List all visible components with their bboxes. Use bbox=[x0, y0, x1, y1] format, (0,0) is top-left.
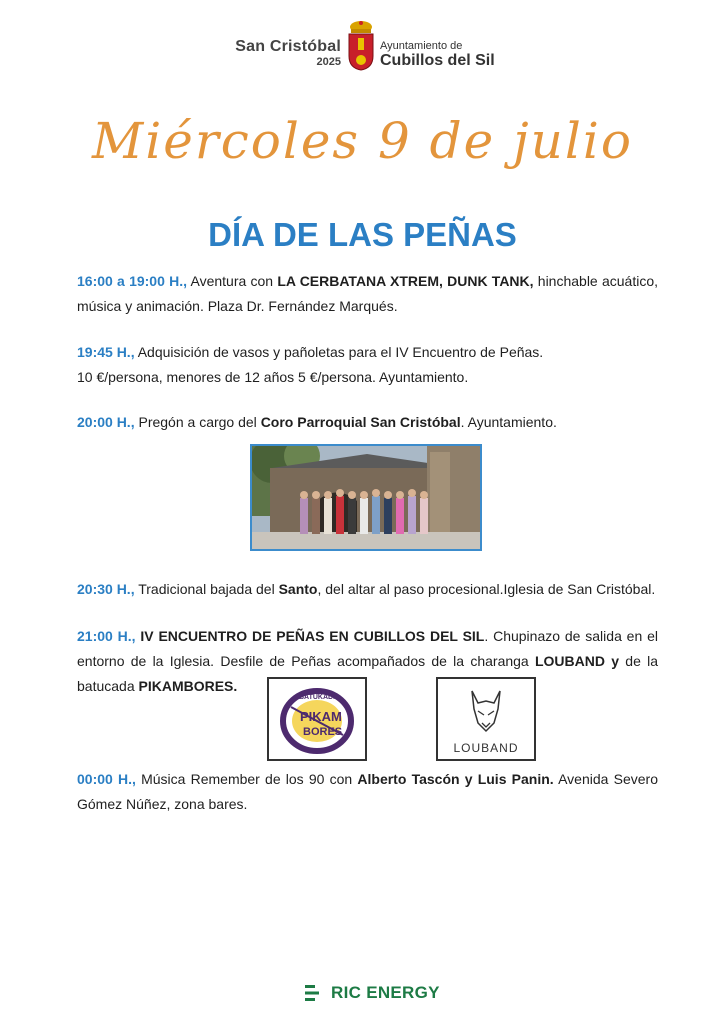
header bbox=[0, 20, 725, 76]
event-text: Música Remember de los 90 con bbox=[135, 771, 358, 787]
event-time: 20:30 H., bbox=[77, 581, 135, 597]
event-text: de la batucada bbox=[77, 653, 659, 694]
council-name: Cubillos del Sil bbox=[380, 52, 495, 69]
event-highlight: PIKAMBORES. bbox=[138, 678, 238, 694]
louband-logo bbox=[436, 677, 536, 761]
ric-energy-logo-icon bbox=[303, 982, 323, 1004]
event-time: 21:00 H., bbox=[77, 628, 136, 644]
event-time: 00:00 H., bbox=[77, 771, 136, 787]
pikambores-logo bbox=[267, 677, 367, 761]
event-highlight: Coro Parroquial San Cristóbal bbox=[260, 414, 461, 430]
sponsor-name: RIC ENERGY bbox=[331, 983, 440, 1002]
pikambores-top-text: BATUKADA bbox=[299, 694, 339, 701]
event-item-4 bbox=[77, 577, 658, 602]
event-branding bbox=[233, 38, 341, 69]
event-text: Avenida Severo Gómez Núñez, zona bares. bbox=[77, 771, 658, 812]
event-text: . Chupinazo de salida en el entorno de la Iglesia. Desfile de Peñas acompañados de la charanga bbox=[77, 628, 658, 669]
event-highlight: LA CERBATANA XTREM, DUNK TANK, bbox=[277, 273, 534, 289]
event-year: 2025 bbox=[316, 56, 341, 68]
event-text: , del altar al paso procesional.Iglesia de San Cristóbal. bbox=[317, 581, 656, 597]
council-label: Ayuntamiento de bbox=[380, 40, 463, 52]
event-item-2 bbox=[77, 340, 658, 390]
event-text: Pregón a cargo del bbox=[134, 414, 261, 430]
main-title: DÍA DE LAS PEÑAS bbox=[208, 216, 517, 253]
wolf-head-icon bbox=[438, 679, 534, 759]
event-name: San Cristóbal bbox=[235, 38, 341, 55]
event-highlight: LOUBAND y bbox=[534, 653, 620, 669]
event-item-1 bbox=[77, 269, 658, 319]
event-time: 16:00 a 19:00 H., bbox=[77, 273, 188, 289]
pikambores-drum-icon bbox=[269, 679, 365, 759]
event-text: Tradicional bajada del bbox=[134, 581, 279, 597]
event-highlight: IV ENCUENTRO DE PEÑAS EN CUBILLOS DEL SIL bbox=[135, 628, 485, 644]
event-time: 19:45 H., bbox=[77, 344, 135, 360]
event-highlight: Santo bbox=[278, 581, 318, 597]
event-time: 20:00 H., bbox=[77, 414, 135, 430]
pikambores-line1: PIKAM bbox=[300, 709, 342, 724]
event-text: . Ayuntamiento. bbox=[460, 414, 557, 430]
choir-photo-illustration bbox=[252, 446, 480, 549]
event-highlight: Alberto Tascón y Luis Panin. bbox=[357, 771, 554, 787]
event-item-3 bbox=[77, 410, 658, 435]
louband-text: LOUBAND bbox=[453, 741, 519, 755]
pikambores-line2: BORES bbox=[303, 726, 343, 738]
event-item-6 bbox=[77, 767, 658, 817]
event-item-5 bbox=[77, 624, 658, 699]
choir-photo bbox=[250, 444, 482, 551]
council-branding bbox=[380, 40, 495, 70]
event-text: Adquisición de vasos y pañoletas para el IV Encuentro de Peñas. bbox=[134, 344, 544, 360]
event-text: 10 €/persona, menores de 12 años 5 €/persona. Ayuntamiento. bbox=[77, 369, 469, 385]
date-title: Miércoles 9 de julio bbox=[92, 112, 633, 170]
event-text: hinchable acuático, música y animación. Plaza Dr. Fernández Marqués. bbox=[77, 273, 658, 314]
event-text: Aventura con bbox=[187, 273, 278, 289]
coat-of-arms-icon bbox=[346, 20, 376, 72]
